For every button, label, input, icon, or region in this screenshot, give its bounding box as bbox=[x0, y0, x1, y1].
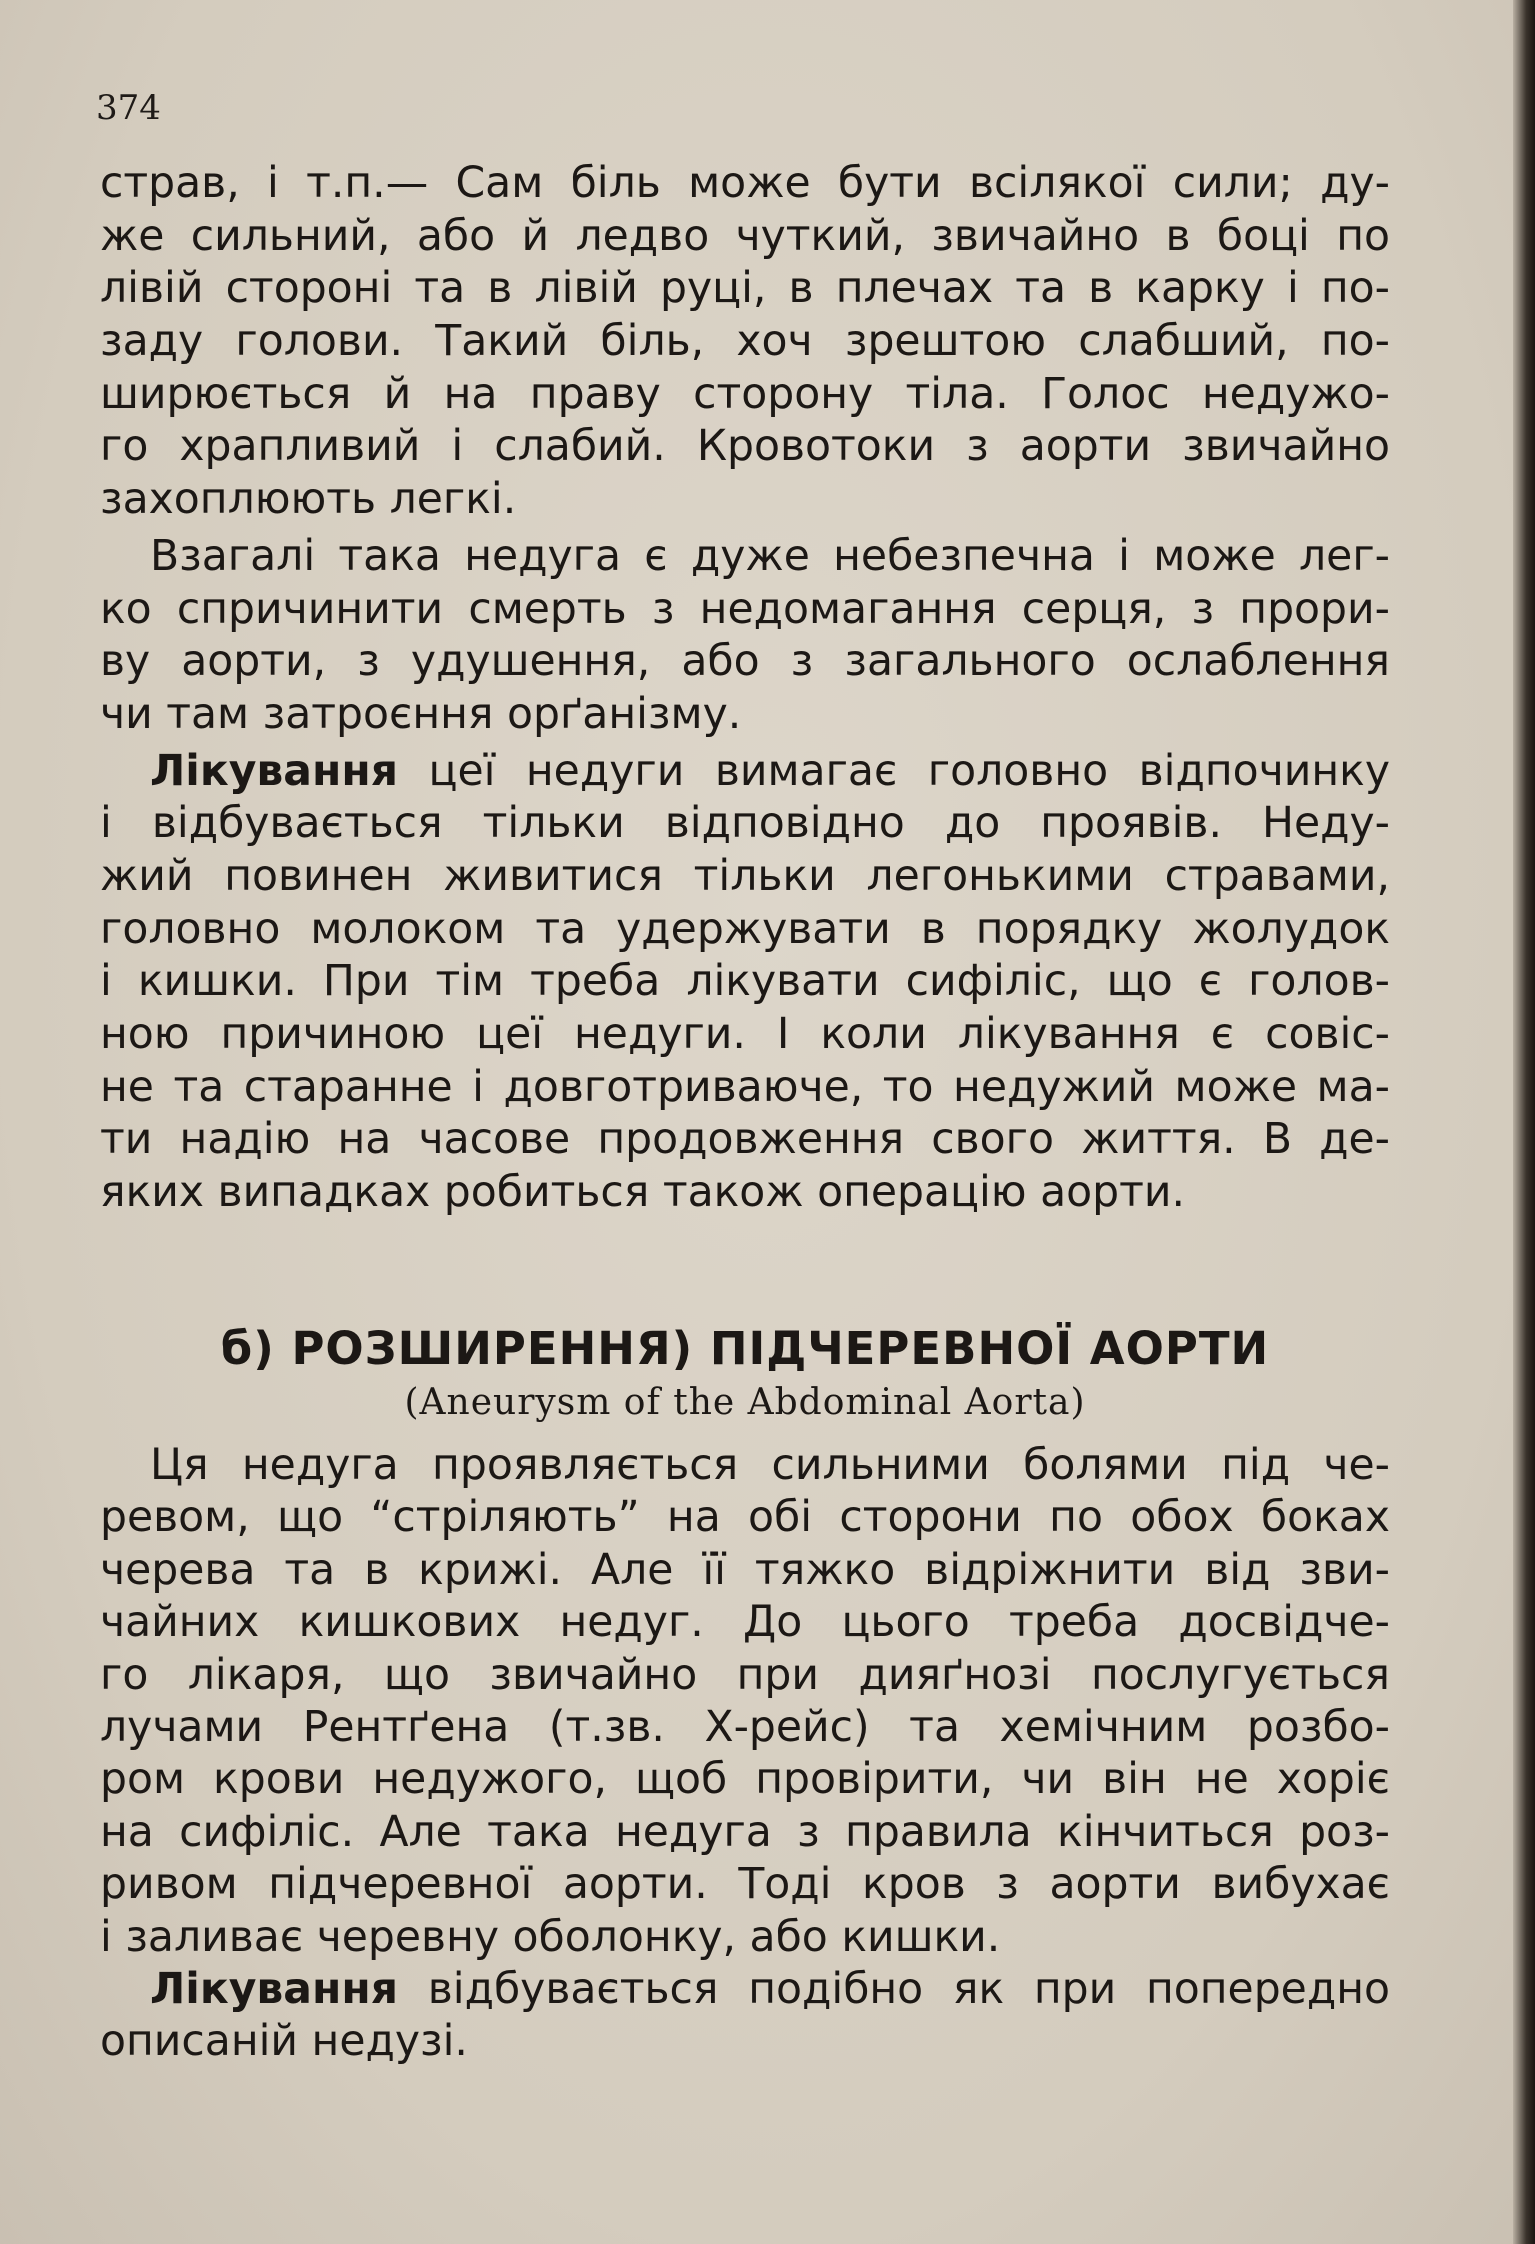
text-line: не та старанне і довготриваюче, то недужий може ма- bbox=[100, 1062, 1390, 1112]
text-line: чи там затроєння орґанізму. bbox=[100, 689, 742, 739]
text-line: яких випадках робиться також операцію аорти. bbox=[100, 1168, 1185, 1218]
text-line: ко спричинити смерть з недомагання серця, з прори- bbox=[100, 584, 1390, 634]
text-line: же сильний, або й ледво чуткий, звичайно в боці по bbox=[100, 211, 1390, 261]
text-fragment: відбувається подібно як при попередно bbox=[398, 1964, 1390, 2014]
text-line: і заливає черевну оболонку, або кишки. bbox=[100, 1912, 1001, 1962]
text-line: лівій стороні та в лівій руці, в плечах та в карку і по- bbox=[100, 264, 1390, 314]
text-line: го лікаря, що звичайно при дияґнозі послугується bbox=[100, 1650, 1390, 1700]
text-line: Взагалі така недуга є дуже небезпечна і може лег- bbox=[150, 531, 1390, 581]
text-line: ширюється й на праву сторону тіла. Голос недужо- bbox=[100, 369, 1390, 419]
treatment-label: Лікування bbox=[150, 1964, 399, 2014]
text-line: черева та в крижі. Але її тяжко відріжнити від зви- bbox=[100, 1545, 1390, 1595]
text-line: чайних кишкових недуг. До цього треба досвідче- bbox=[100, 1598, 1390, 1648]
text-line: на сифіліс. Але така недуга з правила кінчиться роз- bbox=[100, 1807, 1390, 1857]
text-line: страв, і т.п.— Сам біль може бути всілякої сили; ду- bbox=[100, 159, 1390, 208]
text-line: ною причиною цеї недуги. І коли лікування є совіс- bbox=[100, 1010, 1390, 1059]
text-line bbox=[100, 1964, 1390, 2016]
text-line: ревом, що “стріляють” на обі сторони по обох боках bbox=[100, 1493, 1390, 1543]
text-line: лучами Рентґена (т.зв. Х-рейс) та хемічним розбо- bbox=[100, 1702, 1390, 1752]
text-line: описаній недузі. bbox=[100, 2017, 468, 2067]
text-line: і кишки. При тім треба лікувати сифіліс, що є голов- bbox=[100, 957, 1390, 1007]
text-line: захоплюють легкі. bbox=[100, 475, 517, 525]
treatment-label: Лікування bbox=[150, 746, 399, 796]
text-fragment: цеї недуги вимагає головно відпочинку bbox=[398, 746, 1390, 796]
text-line: ром крови недужого, щоб провірити, чи він не хоріє bbox=[100, 1755, 1390, 1805]
text-line: ривом підчеревної аорти. Тоді кров з аорти вибухає bbox=[100, 1860, 1390, 1910]
text-line: жий повинен живитися тільки легонькими стравами, bbox=[100, 851, 1390, 901]
section-subheading: (Aneurysm of the Abdominal Aorta) bbox=[404, 1382, 1086, 1423]
text-line: Ця недуга проявляється сильними болями під че- bbox=[150, 1441, 1390, 1490]
text-line: ти надію на часове продовження свого життя. В де- bbox=[100, 1115, 1390, 1165]
page-number: 374 bbox=[96, 88, 161, 128]
section-heading: б) РОЗШИРЕННЯ) ПІДЧЕРЕВНОЇ АОРТИ bbox=[220, 1322, 1270, 1375]
text-line: го храпливий і слабий. Кровотоки з аорти звичайно bbox=[100, 422, 1390, 472]
body-text-upper bbox=[100, 158, 1390, 1220]
page-edge-shadow bbox=[1513, 0, 1535, 2244]
text-line: головно молоком та удержувати в порядку жолудок bbox=[100, 904, 1390, 954]
body-text-lower bbox=[100, 1440, 1390, 2069]
text-line: ву аорти, з удушення, або з загального ослаблення bbox=[100, 637, 1390, 687]
text-line: заду голови. Такий біль, хоч зрештою слабший, по- bbox=[100, 317, 1390, 367]
text-line: і відбувається тільки відповідно до проявів. Неду- bbox=[100, 799, 1390, 849]
text-line bbox=[100, 746, 1390, 799]
